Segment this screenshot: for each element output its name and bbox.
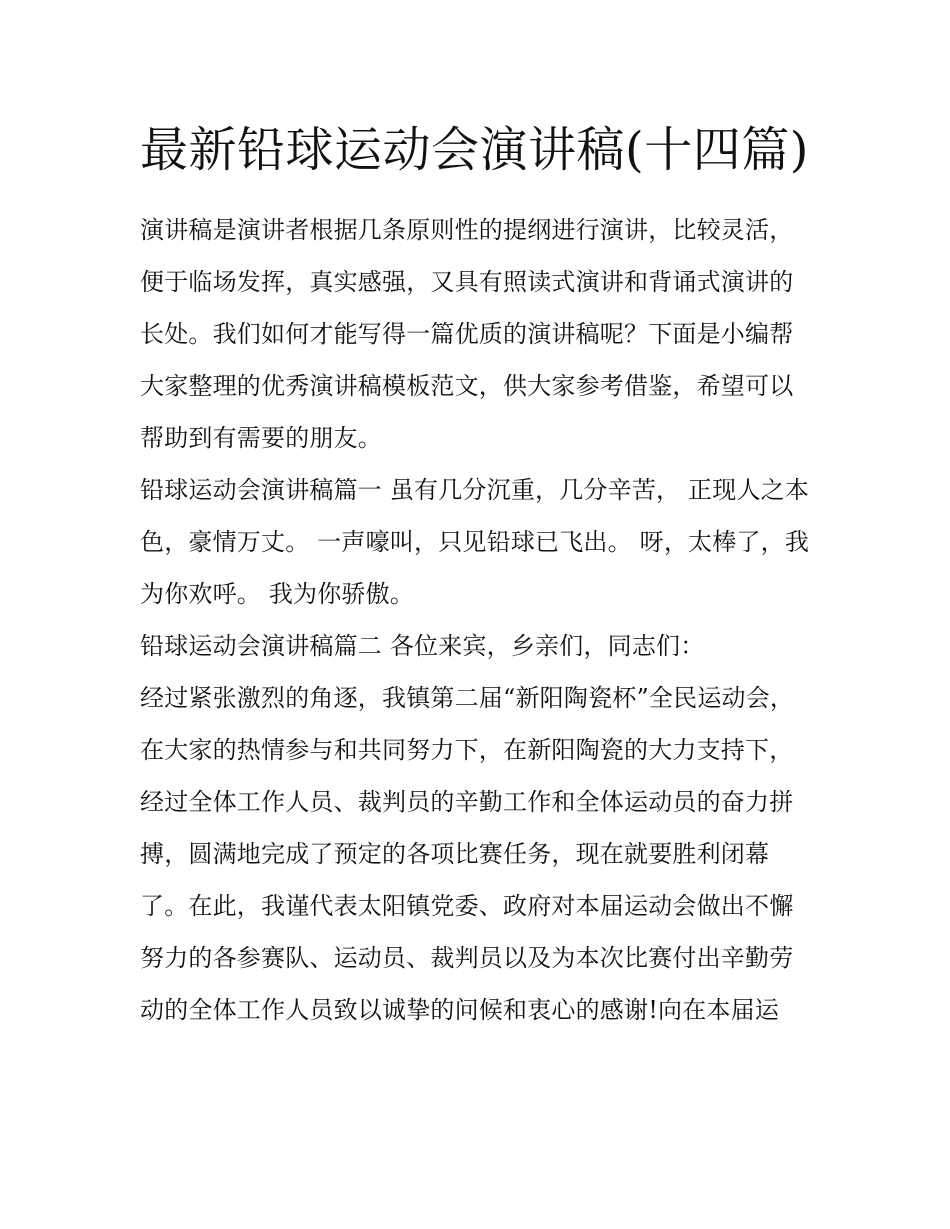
document-title: 最新铅球运动会演讲稿(十四篇): [140, 122, 809, 178]
speech-two-body: 经过紧张激烈的角逐，我镇第二届“新阳陶瓷杯”全民运动会，在大家的热情参与和共同努力下，在新阳陶瓷的大力支持下，经过全体工作人员、裁判员的辛勤工作和全体运动员的奋力拼搏，圆满地完成了预定的各项比赛任务，现在就要胜利闭幕了。在此，我谨代表太阳镇党委、政府对本届运动会做出不懈努力的各参赛队、运动员、裁判员以及为本次比赛付出辛勤劳动的全体工作人员致以诚挚的问候和衷心的感谢!向在本届运: [140, 684, 795, 1024]
speech-one-paragraph: 铅球运动会演讲稿篇一 虽有几分沉重，几分辛苦， 正现人之本色，豪情万丈。 一声嚎叫，只见铅球已飞出。 呀，太棒了，我为你欢呼。 我为你骄傲。: [140, 476, 810, 608]
document-body: [140, 112, 816, 1036]
intro-paragraph: 演讲稿是演讲者根据几条原则性的提纲进行演讲，比较灵活，便于临场发挥，真实感强，又具有照读式演讲和背诵式演讲的长处。我们如何才能写得一篇优质的演讲稿呢？下面是小编帮大家整理的优秀演讲稿模板范文，供大家参考借鉴，希望可以帮助到有需要的朋友。: [140, 216, 794, 452]
speech-two-heading: 铅球运动会演讲稿篇二 各位来宾，乡亲们，同志们：: [140, 632, 705, 660]
